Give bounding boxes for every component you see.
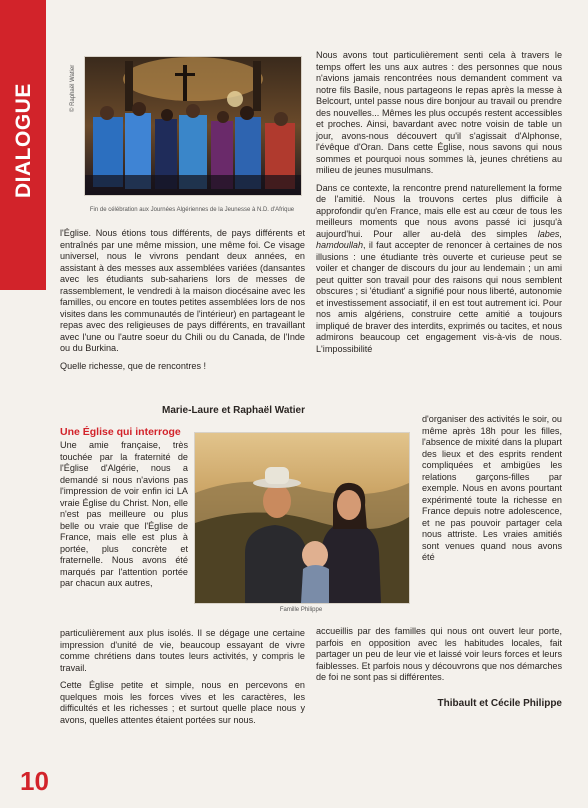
- paragraph: Nous avons tout particulièrement senti cela à travers le temps offert les uns aux autres : des personnes que nous n'avions jamais rencontrées nous demandent comment va notre fils Basile, nous partageons le repas après la messe à Belcourt, untel passe nous dire bonjour au travail ou prendre des nouvelles... Mêmes les plus occupés restent accessibles et proches. Ainsi, bavardant avec notre voisin de table un jour, avons-nous découvert qu'il s'agissait d'Alphonse, l'évêque d'Oran. Dans cette Église, nous savons qui nous sommes et pourquoi nous sommes là, jeunes chrétiens au milieu de jeunes musulmans.: [316, 50, 562, 175]
- text-run-italic: labes, hamdoullah: [316, 228, 562, 250]
- celebration-photo-image: [85, 57, 301, 195]
- family-photo: [194, 432, 410, 604]
- signature: Marie-Laure et Raphaël Watier: [161, 405, 305, 416]
- paragraph: accueillis par des familles qui nous ont ouvert leur porte, parfois en opposition avec les habitudes locales, fait partager un peu de leur vie et laissé voir leurs forces et leurs faiblesses. Et parfois nous y découvrons que nos démarches de foi ne sont pas si différentes.: [316, 626, 562, 682]
- text-run: , il faut accepter de renoncer à certaines de nos illusions : une étudiante très ouverte et curieuse peut se voiler et changer de discours du jour au lendemain ; un ami peut quitter son travail pour des raisons qui nous semblent obscures ; si 'étudiant' a signifié pour nous liberté, autonomie et investissement associatif, il en est tout autrement ici. Pour nos amis algériens, construire cette amitié a toujours impliqué de braver des interdits, exprimés ou tacites, et nous admirons beaucoup cet engagement vis-à-vis de nous. L'impossibilité: [316, 240, 562, 354]
- paragraph: Une amie française, très touchée par la fraternité de l'Église d'Algérie, nous a demandé si nous n'avions pas l'impression de voir enfin ici LA vraie Église du Christ. Non, elle n'est pas meilleure ou plus belle ou vraie que l'Église de France, mais elle est plus à portée, plus concrète et fraternelle. Nous avons été marqués par l'attention portée par chacun aux autres,: [60, 440, 188, 588]
- photo-caption: Famille Philippe: [279, 607, 323, 613]
- right-column-bottom: [316, 626, 562, 690]
- signature: Thibault et Cécile Philippe: [437, 698, 562, 709]
- left-column-wrap: [60, 440, 188, 596]
- left-column-top: [60, 228, 305, 378]
- family-photo-image: [195, 433, 409, 603]
- sidebar-divider: [46, 0, 49, 290]
- paragraph: d'organiser des activités le soir, ou même après 18h pour les filles, l'absence de mixité dans la plupart des lieux et des esprits rendent compliquées et ambigües les relations garçons-filles par exemple. Nous en avons pourtant expérimenté toute la richesse en France depuis notre adolescence, et ne pas pouvoir partager cela nous attriste. Les vraies amitiés sont venues quand nous avons été: [422, 414, 562, 562]
- celebration-photo: [84, 56, 302, 196]
- paragraph: l'Église. Nous étions tous différents, de pays différents et entraînés par une même mission, une même foi. Ce visage universel, nous le vivrons pendant deux années, en assistant à des messes aux assemblées variées (dansantes avec les étudiants sub-sahariens lors de messes de rassemblement, le vendredi à la maison diocésaine avec les familles, ou encore en toutes petites assemblées lors de nos visites dans les communautés de l'intérieur) en partageant le repas avec des religieuses de pays différents, en travaillant avec l'une ou l'autre soeur du Chili ou du Canada, de l'Inde ou du Burkina.: [60, 228, 305, 353]
- section-label: DIALOGUE: [12, 83, 35, 198]
- page-number: 10: [20, 766, 49, 796]
- paragraph: [316, 183, 562, 356]
- paragraph: Cette Église petite et simple, nous en percevons en quelques mois les forces vives et les caractères, les difficultés et les richesses ; et surtout quelle place nous y avons, quelles attentes étaient portées sur nous.: [60, 680, 305, 725]
- right-column-top: [316, 50, 562, 361]
- section-heading: Une Église qui interroge: [60, 426, 181, 438]
- paragraph: Quelle richesse, que de rencontres !: [60, 360, 207, 371]
- photo-caption: Fin de célébration aux Journées Algériennes de la Jeunesse à N.D. d'Afrique: [89, 207, 295, 213]
- right-column-wrap: [422, 414, 562, 570]
- photo-credit: © Raphaël Watier: [70, 64, 76, 112]
- paragraph: particulièrement aux plus isolés. Il se dégage une certaine impression d'unité de vie, beaucoup essayant de vivre comme chrétiens dans toutes leurs activités, y compris le travail.: [60, 628, 305, 673]
- text-run: Dans ce contexte, la rencontre prend naturellement la forme de l'amitié. Nous la trouvons certes plus difficile à approfondir qu'en France, mais elle est au cœur de tous les meilleurs moments que nous avons passé ici jusqu'à aujourd'hui. Pour aller au-delà des simples: [316, 182, 562, 239]
- left-column-bottom: [60, 628, 305, 732]
